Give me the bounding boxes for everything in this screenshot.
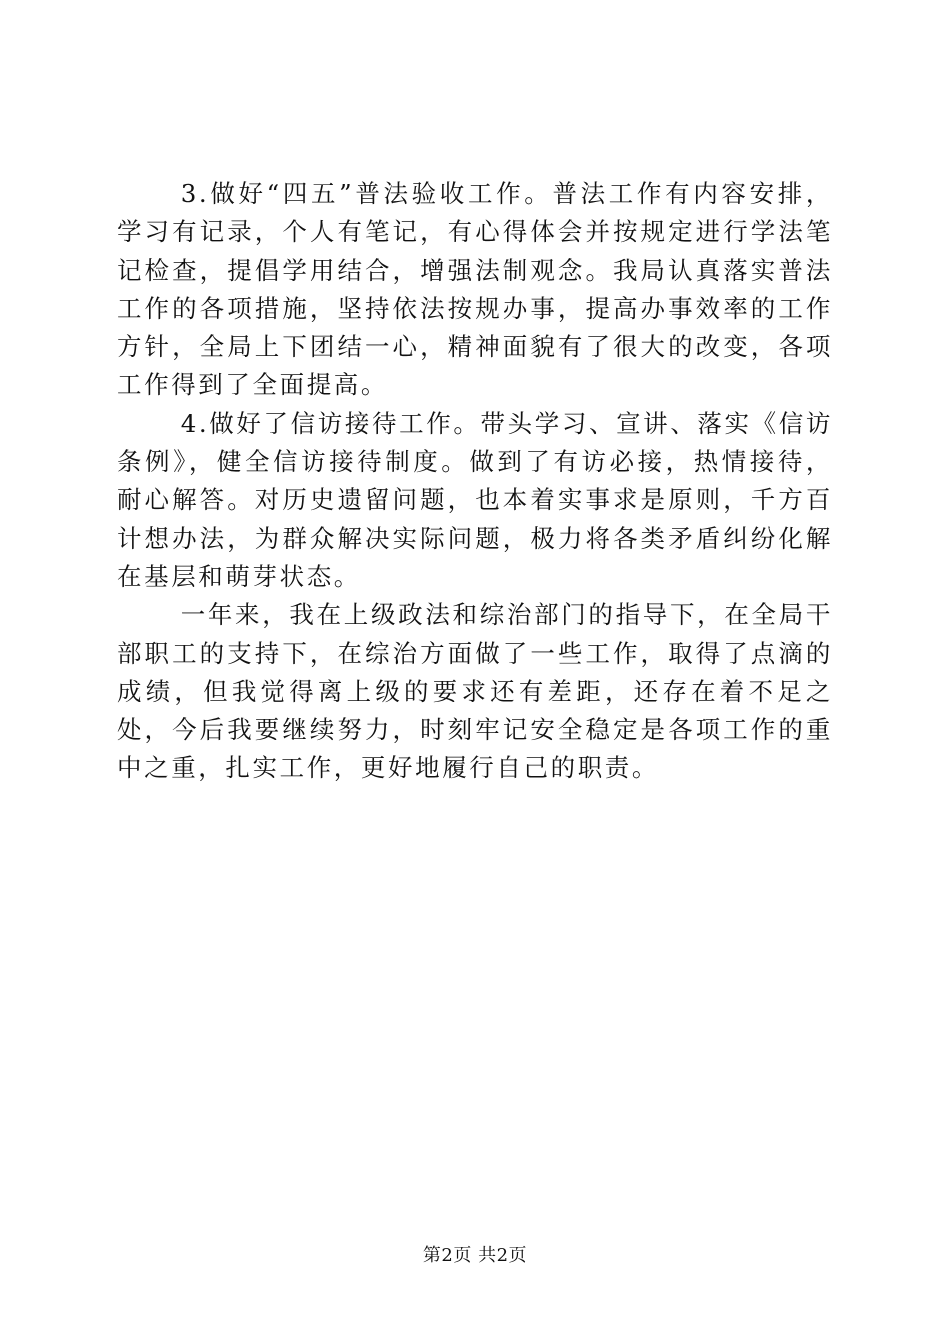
paragraph-item-4-petition-reception: 4.做好了信访接待工作。带头学习、宣讲、落实《信访条例》，健全信访接待制度。做到了有访必接，热情接待，耐心解答。对历史遗留问题，也本着实事求是原则，千方百计想办法，为群众解决实际问题，极力将各类矛盾纠纷化解在基层和萌芽状态。 xyxy=(117,408,833,591)
paragraph-item-3-law-popularization: 3.做好“四五”普法验收工作。普法工作有内容安排，学习有记录，个人有笔记，有心得体会并按规定进行学法笔记检查，提倡学用结合，增强法制观念。我局认真落实普法工作的各项措施，坚持依法按规办事，提高办事效率的工作方针，全局上下团结一心，精神面貌有了很大的改变，各项工作得到了全面提高。 xyxy=(117,179,833,400)
paragraph-conclusion: 一年来，我在上级政法和综治部门的指导下，在全局干部职工的支持下，在综治方面做了一些工作，取得了点滴的成绩，但我觉得离上级的要求还有差距，还存在着不足之处，今后我要继续努力，时刻牢记安全稳定是各项工作的重中之重，扎实工作，更好地履行自己的职责。 xyxy=(117,600,833,783)
page-number-footer: 第2页 共2页 xyxy=(422,1245,528,1266)
document-body xyxy=(117,175,833,788)
